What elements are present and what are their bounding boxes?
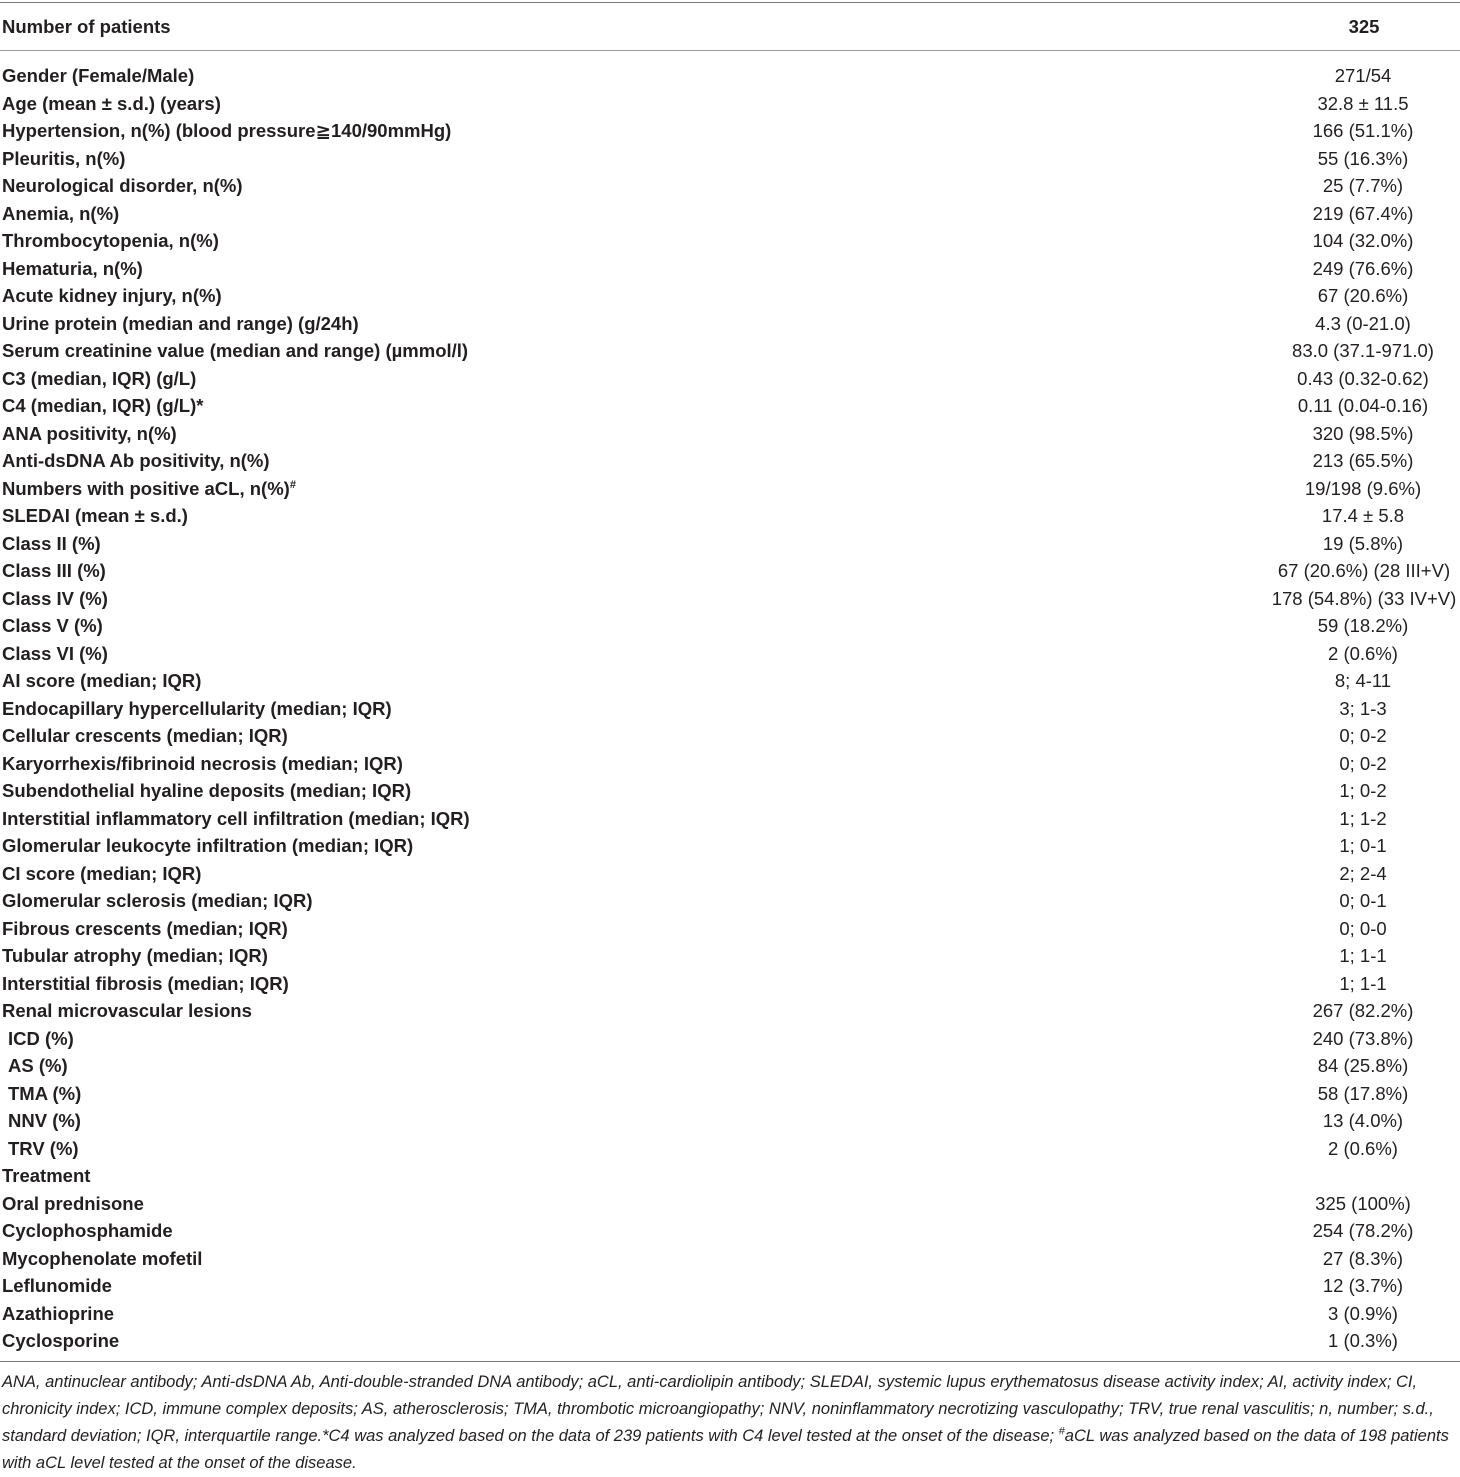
row-value: 320 (98.5%) <box>1312 422 1414 444</box>
row-value: 67 (20.6%) <box>1317 285 1409 306</box>
table-row <box>0 695 1460 723</box>
table-row <box>0 1245 1460 1273</box>
row-value: 8; 4-11 <box>1334 670 1392 691</box>
table-row <box>0 970 1460 998</box>
row-value: 0; 0-2 <box>1339 725 1387 746</box>
table-header-rule <box>0 50 1460 51</box>
row-label: Cyclophosphamide <box>2 1220 173 1241</box>
table-row <box>0 392 1460 420</box>
row-value: 178 (54.8%) (33 IV+V) <box>1271 587 1457 609</box>
row-value: 3; 1-3 <box>1339 697 1387 719</box>
row-label: Neurological disorder, n(%) <box>2 175 243 196</box>
row-value: 267 (82.2%) <box>1312 1000 1414 1021</box>
row-label: Anti-dsDNA Ab positivity, n(%) <box>2 450 270 471</box>
table-row <box>0 1162 1460 1190</box>
row-value: 1; 1-1 <box>1339 972 1387 994</box>
row-label: Serum creatinine value (median and range) (µmmol/l) <box>2 340 469 361</box>
table-row <box>0 447 1460 475</box>
table-row <box>0 805 1460 833</box>
row-label: TRV (%) <box>8 1137 79 1159</box>
row-value: 254 (78.2%) <box>1312 1220 1414 1241</box>
row-label: TMA (%) <box>8 1082 82 1104</box>
table-row <box>0 255 1460 283</box>
row-value: 271/54 <box>1334 65 1392 86</box>
row-value: 1 (0.3%) <box>1328 1330 1398 1351</box>
row-label: Gender (Female/Male) <box>2 65 195 86</box>
footnote-tail: aCL was analyzed based on the data of 198 patients with aCL level tested at the onset of the disease. <box>2 1427 1449 1472</box>
row-value: 58 (17.8%) <box>1317 1082 1409 1104</box>
row-value: 3 (0.9%) <box>1328 1302 1398 1324</box>
row-label: Class III (%) <box>2 560 106 581</box>
table-footnote <box>2 1369 1458 1477</box>
table-row <box>0 1300 1460 1328</box>
table-row <box>0 915 1460 943</box>
row-value: 2 (0.6%) <box>1328 1137 1398 1159</box>
row-value: 0.11 (0.04-0.16) <box>1297 395 1429 416</box>
table-row <box>0 942 1460 970</box>
table-row <box>0 1135 1460 1163</box>
row-label: NNV (%) <box>8 1110 81 1131</box>
row-value: 19/198 (9.6%) <box>1304 477 1422 499</box>
row-label: Tubular atrophy (median; IQR) <box>2 945 268 966</box>
row-value: 0; 0-1 <box>1339 890 1387 911</box>
row-value: 219 (67.4%) <box>1312 202 1414 224</box>
table-row <box>0 777 1460 805</box>
row-value: 27 (8.3%) <box>1322 1247 1404 1269</box>
row-value: 104 (32.0%) <box>1312 230 1414 251</box>
row-value: 83.0 (37.1-971.0) <box>1292 340 1434 361</box>
table-row <box>0 365 1460 393</box>
row-label: Interstitial fibrosis (median; IQR) <box>2 972 289 994</box>
row-label: Fibrous crescents (median; IQR) <box>2 917 288 939</box>
table-row <box>0 227 1460 255</box>
row-value: 213 (65.5%) <box>1312 450 1414 471</box>
row-value: 13 (4.0%) <box>1322 1110 1404 1131</box>
row-value: 2; 2-4 <box>1339 862 1387 884</box>
table-top-rule <box>0 2 1460 3</box>
row-value: 55 (16.3%) <box>1317 147 1409 169</box>
table-row <box>0 1080 1460 1108</box>
row-label: Renal microvascular lesions <box>2 1000 252 1021</box>
row-label: C3 (median, IQR) (g/L) <box>2 367 197 389</box>
table-row <box>0 832 1460 860</box>
row-value: 325 (100%) <box>1315 1192 1411 1214</box>
row-label: Class IV (%) <box>2 587 108 609</box>
row-label: ANA positivity, n(%) <box>2 422 177 444</box>
row-value: 84 (25.8%) <box>1317 1055 1409 1076</box>
table-row <box>0 997 1460 1025</box>
row-label: Urine protein (median and range) (g/24h) <box>2 312 359 334</box>
table-body <box>0 62 1460 1355</box>
row-label: Age (mean ± s.d.) (years) <box>2 92 221 114</box>
table-row <box>0 1217 1460 1245</box>
footnote-main: ANA, antinuclear antibody; Anti-dsDNA Ab, Anti-double-stranded DNA antibody; aCL, anti-cardiolipin antibody; SLEDAI, systemic lupus erythematosus disease activity index; AI, activity index; CI, chronicity index; ICD, immune complex deposits; AS, atherosclerosis; TMA, thrombotic microangiopathy; NNV, noninflammatory necrotizing vasculopathy; TRV, true renal vasculitis; n, number; s.d., standard deviation; IQR, interquartile range.*C4 was analyzed based on the data of 239 patients with C4 level tested at the onset of the disease; <box>2 1373 1434 1445</box>
table-row <box>0 722 1460 750</box>
table-row <box>0 585 1460 613</box>
table-row <box>0 612 1460 640</box>
row-label-sup: # <box>289 478 296 491</box>
row-value: 0; 0-0 <box>1339 917 1387 939</box>
table-row <box>0 337 1460 365</box>
row-label: C4 (median, IQR) (g/L)* <box>2 395 204 416</box>
header-label: Number of patients <box>2 16 171 37</box>
row-value: 2 (0.6%) <box>1328 642 1398 664</box>
row-label: Mycophenolate mofetil <box>2 1247 203 1269</box>
table-row <box>0 1190 1460 1218</box>
table-row <box>0 667 1460 695</box>
table-row <box>0 282 1460 310</box>
header-value: 325 <box>1348 16 1380 37</box>
row-label: SLEDAI (mean ± s.d.) <box>2 505 188 526</box>
row-label: Interstitial inflammatory cell infiltration (median; IQR) <box>2 807 470 829</box>
table-row <box>0 62 1460 90</box>
table-row <box>0 640 1460 668</box>
table-row <box>0 90 1460 118</box>
row-label: Karyorrhexis/fibrinoid necrosis (median; IQR) <box>2 752 403 774</box>
table-row <box>0 1272 1460 1300</box>
row-label: Numbers with positive aCL, n(%)# <box>2 477 296 499</box>
row-label: Glomerular leukocyte infiltration (median; IQR) <box>2 835 414 856</box>
table-row <box>0 475 1460 503</box>
table-row <box>0 750 1460 778</box>
row-label: Oral prednisone <box>2 1192 144 1214</box>
table-row <box>0 502 1460 530</box>
table-row <box>0 420 1460 448</box>
row-value: 17.4 ± 5.8 <box>1321 505 1405 526</box>
row-value: 32.8 ± 11.5 <box>1317 92 1409 114</box>
row-value: 67 (20.6%) (28 III+V) <box>1277 560 1451 581</box>
table-row <box>0 887 1460 915</box>
row-label: Endocapillary hypercellularity (median; IQR) <box>2 697 392 719</box>
table-row <box>0 1025 1460 1053</box>
row-label: AS (%) <box>8 1055 68 1076</box>
row-value: 1; 0-1 <box>1339 835 1387 856</box>
row-value: 19 (5.8%) <box>1322 532 1404 554</box>
table-row <box>0 145 1460 173</box>
row-label: Class V (%) <box>2 615 103 636</box>
row-label: ICD (%) <box>8 1027 74 1049</box>
table-header-row <box>0 8 1460 46</box>
table-row <box>0 557 1460 585</box>
row-value: 0.43 (0.32-0.62) <box>1297 367 1429 389</box>
table-row <box>0 860 1460 888</box>
row-label: Class VI (%) <box>2 642 108 664</box>
row-label: Cellular crescents (median; IQR) <box>2 725 288 746</box>
row-value: 12 (3.7%) <box>1322 1275 1404 1296</box>
row-label: Acute kidney injury, n(%) <box>2 285 222 306</box>
table-row <box>0 1107 1460 1135</box>
table-bottom-rule <box>0 1361 1460 1362</box>
row-value: 166 (51.1%) <box>1312 120 1414 141</box>
row-label: Anemia, n(%) <box>2 202 120 224</box>
footnote-sup: # <box>1058 1425 1065 1438</box>
row-value: 240 (73.8%) <box>1312 1027 1414 1049</box>
row-label: Glomerular sclerosis (median; IQR) <box>2 890 313 911</box>
row-value: 4.3 (0-21.0) <box>1315 312 1411 334</box>
row-value: 1; 1-2 <box>1339 807 1387 829</box>
row-label: CI score (median; IQR) <box>2 862 202 884</box>
table-row <box>0 200 1460 228</box>
table-row <box>0 172 1460 200</box>
row-value: 1; 1-1 <box>1339 945 1387 966</box>
row-label: Hematuria, n(%) <box>2 257 143 279</box>
row-value: 249 (76.6%) <box>1312 257 1414 279</box>
row-label: Thrombocytopenia, n(%) <box>2 230 219 251</box>
row-value: 0; 0-2 <box>1339 752 1387 774</box>
row-value: 59 (18.2%) <box>1317 615 1409 636</box>
row-label: Cyclosporine <box>2 1330 120 1351</box>
table-row <box>0 117 1460 145</box>
row-label: Leflunomide <box>2 1275 112 1296</box>
table-row <box>0 310 1460 338</box>
row-label: Treatment <box>2 1165 91 1186</box>
table-row <box>0 1327 1460 1355</box>
row-value: 25 (7.7%) <box>1322 175 1404 196</box>
table-row <box>0 530 1460 558</box>
row-label: Hypertension, n(%) (blood pressure≧140/90mmHg) <box>2 120 452 141</box>
row-label: AI score (median; IQR) <box>2 670 202 691</box>
row-label: Subendothelial hyaline deposits (median; IQR) <box>2 780 412 801</box>
row-value: 1; 0-2 <box>1339 780 1387 801</box>
row-label: Azathioprine <box>2 1302 115 1324</box>
table-row <box>0 1052 1460 1080</box>
row-label: Class II (%) <box>2 532 101 554</box>
row-label: Pleuritis, n(%) <box>2 147 126 169</box>
